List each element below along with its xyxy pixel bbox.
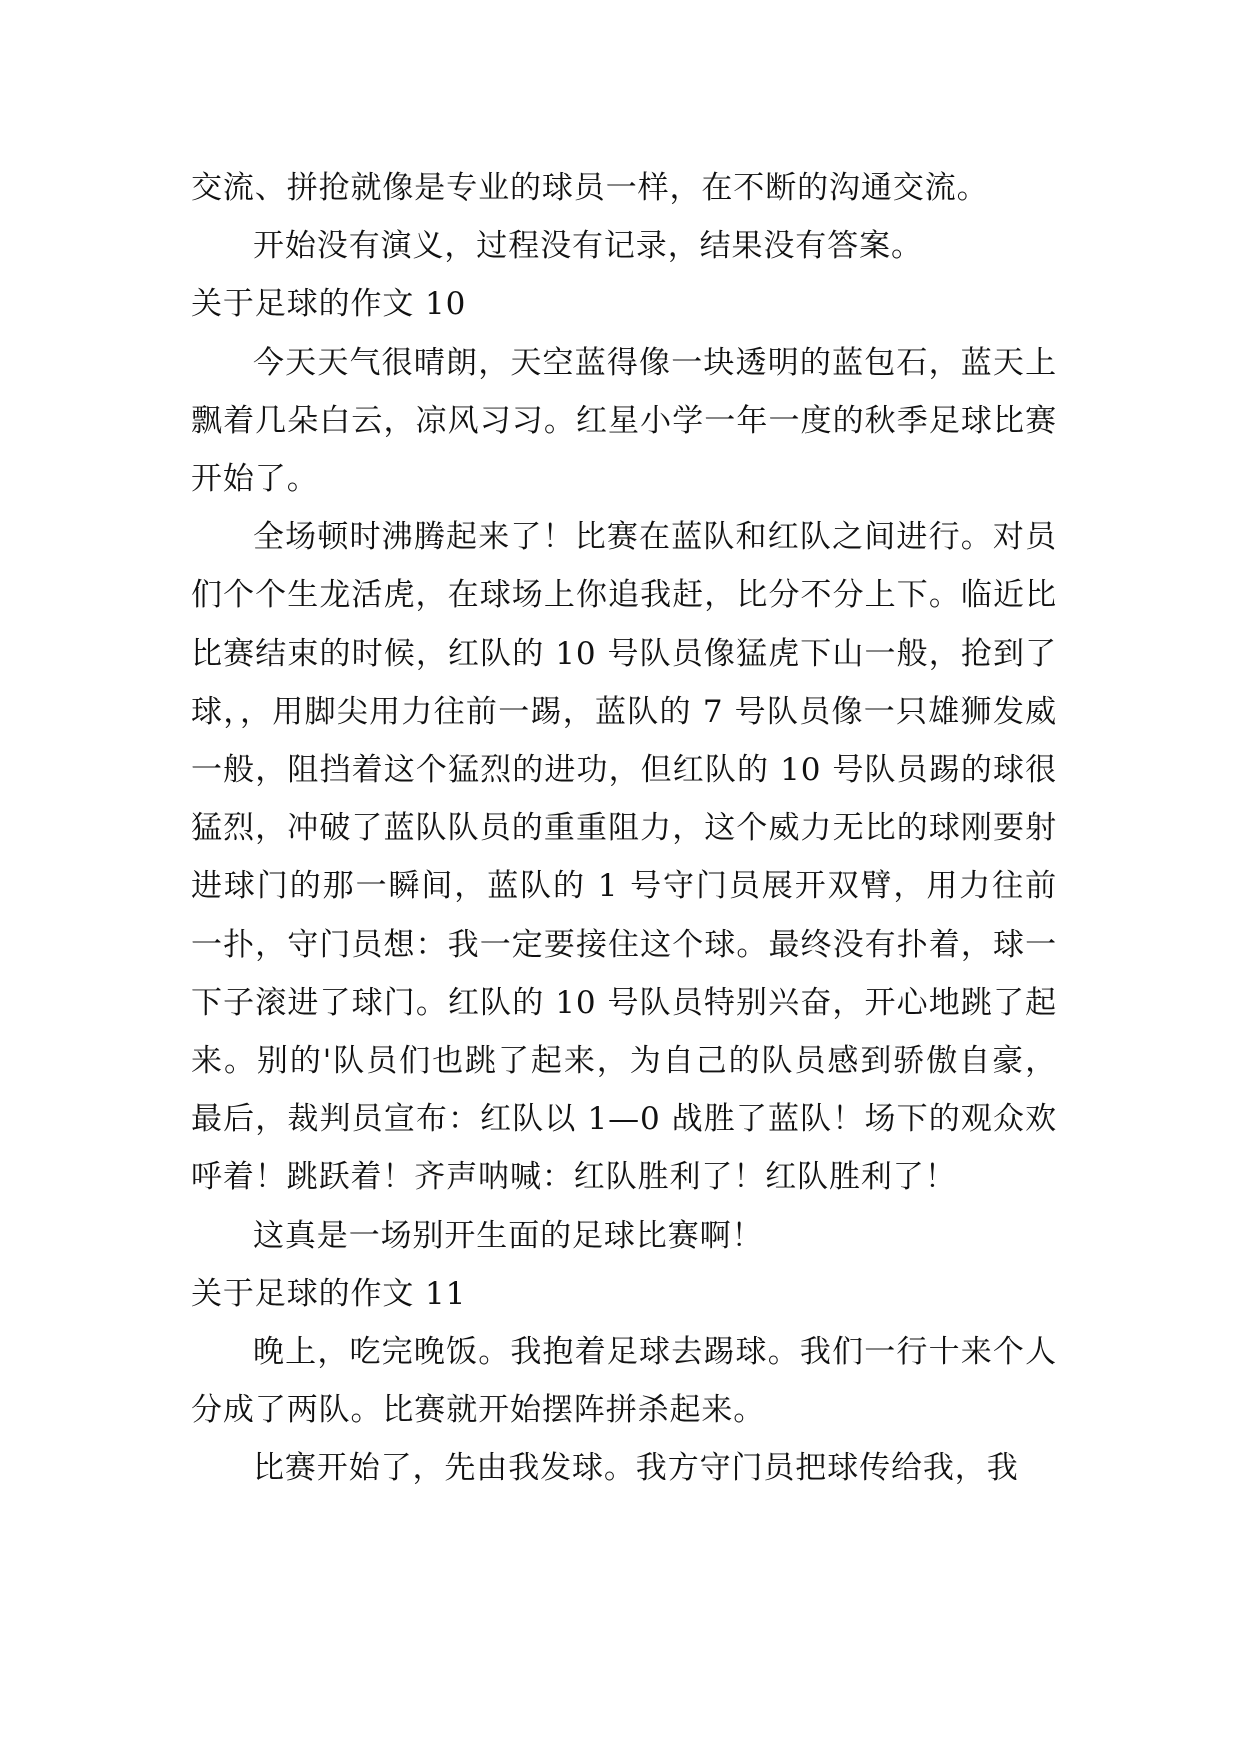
paragraph: 开始没有演义，过程没有记录，结果没有答案。 <box>253 228 923 265</box>
document-body <box>191 159 1057 1498</box>
paragraph: 全场顿时沸腾起来了！比赛在蓝队和红队之间进行。对员们个个生龙活虎，在球场上你追我赶，比分不分上下。临近比比赛结束的时候，红队的 10 号队员像猛虎下山一般，抢到了球，，用脚尖用力往前一踢，蓝队的 7 号队员像一只雄狮发威一般，阻挡着这个猛烈的进功，但红队的 10 号队员踢的球很猛烈，冲破了蓝队队员的重重阻力，这个威力无比的球刚要射进球门的那一瞬间，蓝队的 1 号守门员展开双臂，用力往前一扑，守门员想：我一定要接住这个球。最终没有扑着，球一下子滚进了球门。红队的 10 号队员特别兴奋，开心地跳了起来。别的'队员们也跳了起来，为自己的队员感到骄傲自豪，最后，裁判员宣布：红队以 1—0 战胜了蓝队！场下的观众欢呼着！跳跃着！齐声呐喊：红队胜利了！红队胜利了！ <box>191 519 1057 1196</box>
paragraph: 比赛开始了，先由我发球。我方守门员把球传给我，我 <box>253 1450 1019 1487</box>
paragraph: 交流、拼抢就像是专业的球员一样，在不断的沟通交流。 <box>191 170 989 206</box>
paragraph: 这真是一场别开生面的足球比赛啊！ <box>253 1217 764 1254</box>
section-heading: 关于足球的作文 10 <box>191 286 467 323</box>
section-heading: 关于足球的作文 11 <box>191 1275 467 1312</box>
paragraph: 今天天气很晴朗，天空蓝得像一块透明的蓝包石，蓝天上飘着几朵白云，凉风习习。红星小学一年一度的秋季足球比赛开始了。 <box>191 344 1057 498</box>
paragraph: 晚上，吃完晚饭。我抱着足球去踢球。我们一行十来个人分成了两队。比赛就开始摆阵拼杀起来。 <box>191 1334 1057 1429</box>
